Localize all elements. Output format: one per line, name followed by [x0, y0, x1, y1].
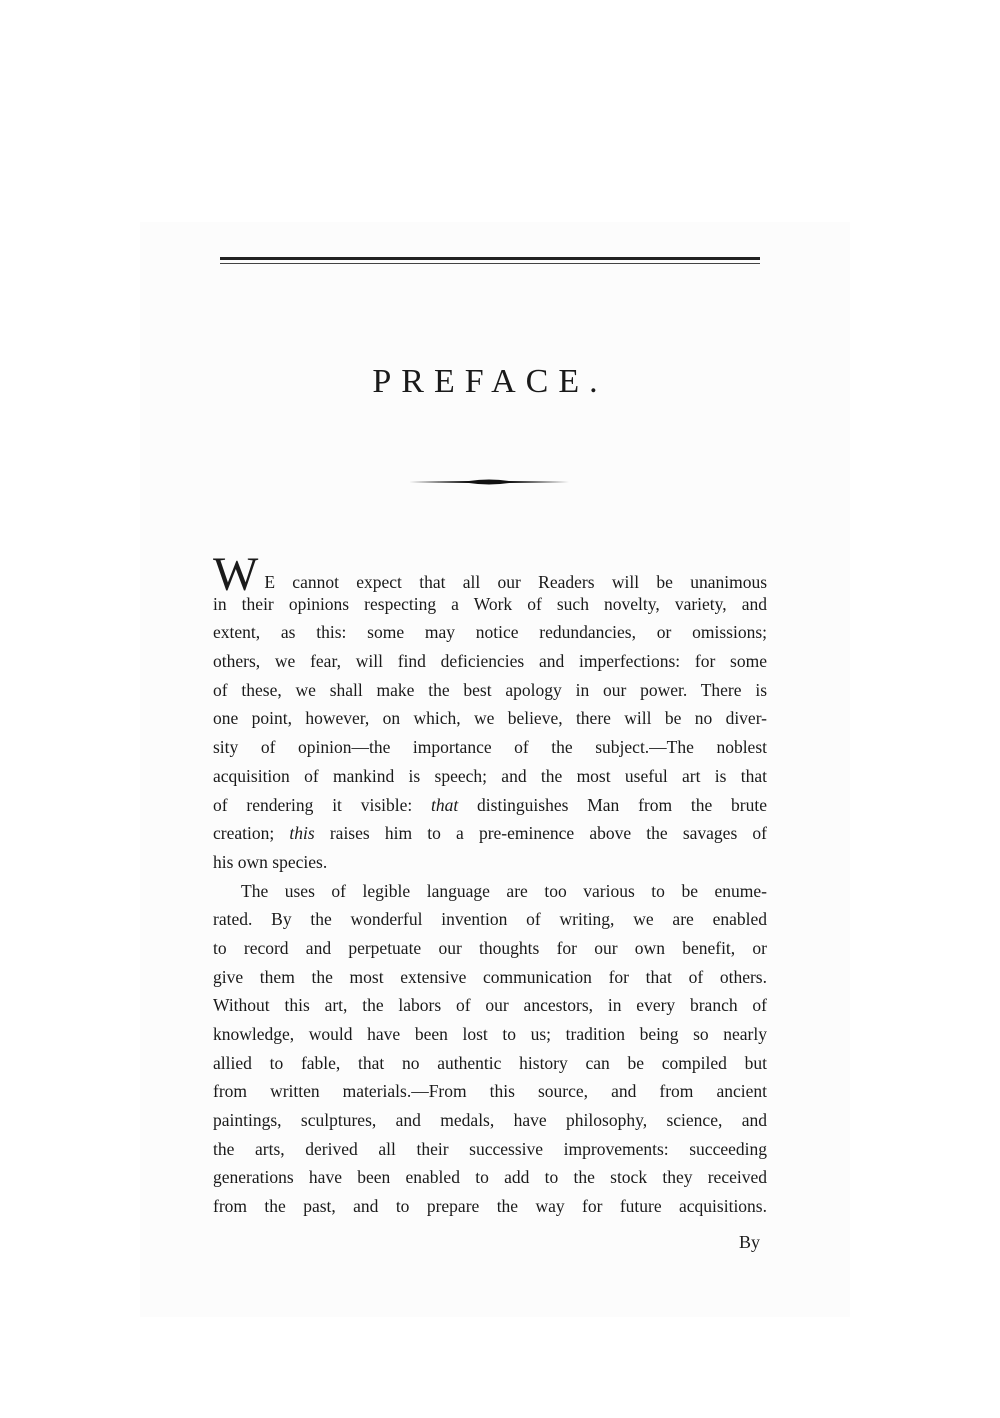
paragraph-1-line-7: sity of opinion—the importance of the subject.—The noblest: [213, 737, 767, 758]
line-text: creation;: [213, 823, 290, 844]
line-text: of rendering it visible:: [213, 794, 432, 815]
line-text: raises him to a pre-eminence above the savages of: [314, 823, 767, 844]
paragraph-2-line-5: Without this art, the labors of our ancestors, in every branch of: [213, 995, 767, 1016]
paragraph-1-line-1: [213, 548, 767, 601]
paragraph-2-line-10: the arts, derived all their successive improvements: succeeding: [213, 1138, 767, 1159]
paragraph-2-line-12: from the past, and to prepare the way for future acquisitions.: [213, 1196, 767, 1217]
paragraph-1-line-5: of these, we shall make the best apology in our power. There is: [213, 679, 767, 700]
paragraph-2-line-1: The uses of legible language are too various to be enume-: [241, 880, 767, 901]
paragraph-2-line-6: knowledge, would have been lost to us; tradition being so nearly: [213, 1024, 767, 1044]
line-text: E cannot expect that all our Readers will be unanimous: [264, 572, 767, 592]
paragraph-1-line-3: extent, as this: some may notice redundancies, or omissions;: [213, 622, 767, 643]
paragraph-1-line-6: one point, however, on which, we believe, there will be no diver-: [213, 708, 767, 729]
italic-word: this: [289, 823, 315, 844]
paragraph-1-line-11: his own species.: [213, 851, 328, 872]
paragraph-2-line-9: paintings, sculptures, and medals, have philosophy, science, and: [213, 1110, 767, 1131]
preface-body: [213, 548, 767, 1221]
paragraph-1-line-10: [213, 819, 767, 848]
line-text: distinguishes Man from the brute: [458, 794, 767, 815]
page-title: PREFACE.: [372, 363, 608, 400]
paragraph-1-line-9: [213, 791, 767, 820]
paragraph-1-line-8: acquisition of mankind is speech; and the most useful art is that: [213, 765, 767, 786]
paragraph-2-line-3: to record and perpetuate our thoughts for our own benefit, or: [213, 937, 767, 958]
catchword: By: [738, 1232, 760, 1252]
paragraph-2-line-8: from written materials.—From this source, and from ancient: [213, 1081, 767, 1102]
header-rule-thick: [220, 257, 760, 260]
paragraph-2-line-7: allied to fable, that no authentic history can be compiled but: [213, 1052, 767, 1073]
paragraph-2-line-11: generations have been enabled to add to the stock they received: [213, 1167, 767, 1188]
paragraph-2-line-4: give them the most extensive communication for that of others.: [213, 966, 767, 987]
drop-cap: W: [213, 548, 259, 601]
paragraph-1-line-2: in their opinions respecting a Work of such novelty, variety, and: [213, 593, 767, 614]
header-rule-thin: [220, 263, 760, 264]
italic-word: that: [431, 794, 459, 815]
title-ornament-rule: [409, 477, 569, 487]
header-double-rule: [220, 257, 760, 266]
paragraph-1-line-4: others, we fear, will find deficiencies and imperfections: for some: [213, 651, 767, 672]
paragraph-2-line-2: rated. By the wonderful invention of writing, we are enabled: [213, 909, 767, 930]
